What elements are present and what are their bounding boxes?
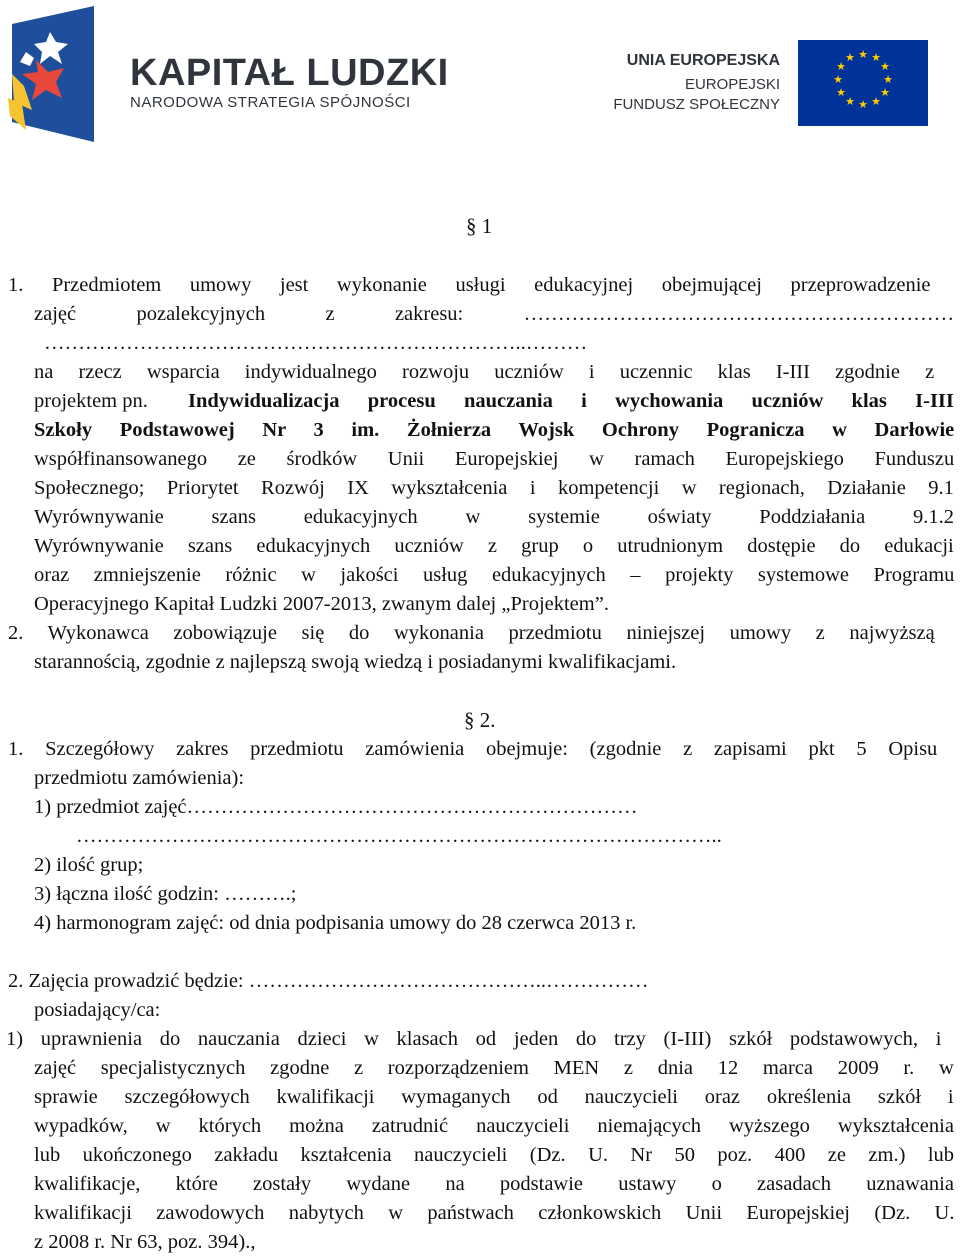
s1-line-5a: projektem pn. — [34, 390, 148, 412]
s1-line-4: na rzecz wsparcia indywidualnego rozwoju uczniów i uczennic klas I-III zgodnie z — [34, 361, 935, 383]
svg-text:★: ★ — [871, 95, 881, 108]
s2-line-6: 3) łączna ilość godzin: ……….; — [34, 883, 297, 905]
s2-line-12: sprawie szczegółowych kwalifikacji wymaganych od nauczycieli oraz określenia szkół i — [34, 1086, 954, 1108]
s2-line-4: ………………………………………………………………………………….. — [76, 825, 722, 847]
s2-line-17: z 2008 r. Nr 63, poz. 394)., — [34, 1231, 256, 1253]
s1-line-5b-project-title: Indywidualizacja procesu nauczania i wychowania uczniów klas I-III — [188, 390, 954, 412]
s1-line-9: Wyrównywanie szans edukacyjnych w systemie oświaty Poddziałania 9.1.2 — [34, 506, 955, 528]
svg-text:★: ★ — [858, 98, 868, 111]
s1-line-6-school-name: Szkoły Podstawowej Nr 3 im. Żołnierza Wojsk Ochrony Pogranicza w Darłowie — [34, 419, 955, 441]
s2-line-14: lub ukończonego zakładu kształcenia nauczycieli (Dz. U. Nr 50 poz. 400 ze zm.) lub — [34, 1144, 955, 1166]
s1-line-1: 1. Przedmiotem umowy jest wykonanie usługi edukacyjnej obejmującej przeprowadzenie — [8, 274, 931, 296]
s1-line-8: Społecznego; Priorytet Rozwój IX wykształcenia i kompetencji w regionach, Działanie 9.1 — [34, 477, 954, 499]
svg-text:★: ★ — [871, 51, 881, 64]
kapital-ludzki-logo — [2, 2, 462, 152]
s1-line-2: zajęć pozalekcyjnych z zakresu: ……………………………………………………… — [34, 303, 955, 325]
s2-line-3: 1) przedmiot zajęć………………………………………………………… — [34, 796, 638, 818]
s2-line-10: 1) uprawnienia do nauczania dzieci w klasach od jeden do trzy (I-III) szkół podstawowych, i — [6, 1028, 942, 1050]
s2-line-11: zajęć specjalistycznych zgodne z rozporządzeniem MEN z dnia 12 marca 2009 r. w — [34, 1057, 954, 1079]
svg-text:★: ★ — [836, 86, 846, 99]
s2-line-2: przedmiotu zamówienia): — [34, 767, 245, 789]
kapital-ludzki-subtitle: NARODOWA STRATEGIA SPÓJNOŚCI — [130, 94, 411, 111]
svg-text:★: ★ — [833, 73, 843, 86]
eu-logo-line3: FUNDUSZ SPOŁECZNY — [613, 96, 780, 113]
s2-line-5: 2) ilość grup; — [34, 854, 144, 876]
eu-logo — [600, 40, 930, 132]
svg-text:★: ★ — [836, 60, 846, 73]
s2-line-8: 2. Zajęcia prowadzić będzie: ……………………………………..…………… — [8, 970, 649, 992]
s1-line-13: 2. Wykonawca zobowiązuje się do wykonania przedmiotu niniejszej umowy z najwyższą — [8, 622, 935, 644]
s1-line-12: Operacyjnego Kapitał Ludzki 2007-2013, zwanym dalej „Projektem”. — [34, 593, 609, 615]
svg-text:★: ★ — [880, 60, 890, 73]
s2-line-15: kwalifikacje, które zostały wydane na podstawie ustawy o zasadach uznawania — [34, 1173, 954, 1195]
eu-logo-line2: EUROPEJSKI — [684, 76, 780, 93]
s1-line-3: ……………………………………………………………..……… — [44, 332, 588, 354]
s2-line-16: kwalifikacji zawodowych nabytych w państwach członkowskich Unii Europejskiej (Dz. U. — [34, 1202, 955, 1224]
svg-text:★: ★ — [845, 51, 855, 64]
svg-text:★: ★ — [858, 48, 868, 61]
eu-logo-line1: UNIA EUROPEJSKA — [626, 52, 780, 69]
s1-line-7: współfinansowanego ze środków Unii Europejskiej w ramach Europejskiego Funduszu — [34, 448, 955, 470]
kapital-ludzki-title: KAPITAŁ LUDZKI — [130, 52, 449, 94]
svg-text:★: ★ — [845, 95, 855, 108]
kapital-ludzki-mark-icon — [2, 2, 102, 150]
s1-line-10: Wyrównywanie szans edukacyjnych uczniów z grup o utrudnionym dostępie do edukacji — [34, 535, 954, 557]
s1-line-11: oraz zmniejszenie różnic w jakości usług edukacyjnych – projekty systemowe Programu — [34, 564, 955, 586]
section-1-heading: § 1 — [466, 214, 493, 238]
s2-line-9: posiadający/ca: — [34, 999, 161, 1021]
s1-line-14: starannością, zgodnie z najlepszą swoją wiedzą i posiadanymi kwalifikacjami. — [34, 651, 677, 673]
s2-line-7: 4) harmonogram zajęć: od dnia podpisania umowy do 28 czerwca 2013 r. — [34, 912, 637, 934]
svg-text:★: ★ — [880, 86, 890, 99]
section-2-heading: § 2. — [464, 708, 496, 732]
s2-line-1: 1. Szczegółowy zakres przedmiotu zamówienia obejmuje: (zgodnie z zapisami pkt 5 Opisu — [8, 738, 938, 760]
eu-flag-icon — [798, 40, 928, 126]
svg-text:★: ★ — [883, 73, 893, 86]
s2-line-13: wypadków, w których można zatrudnić nauczycieli niemających wyższego wykształcenia — [34, 1115, 954, 1137]
